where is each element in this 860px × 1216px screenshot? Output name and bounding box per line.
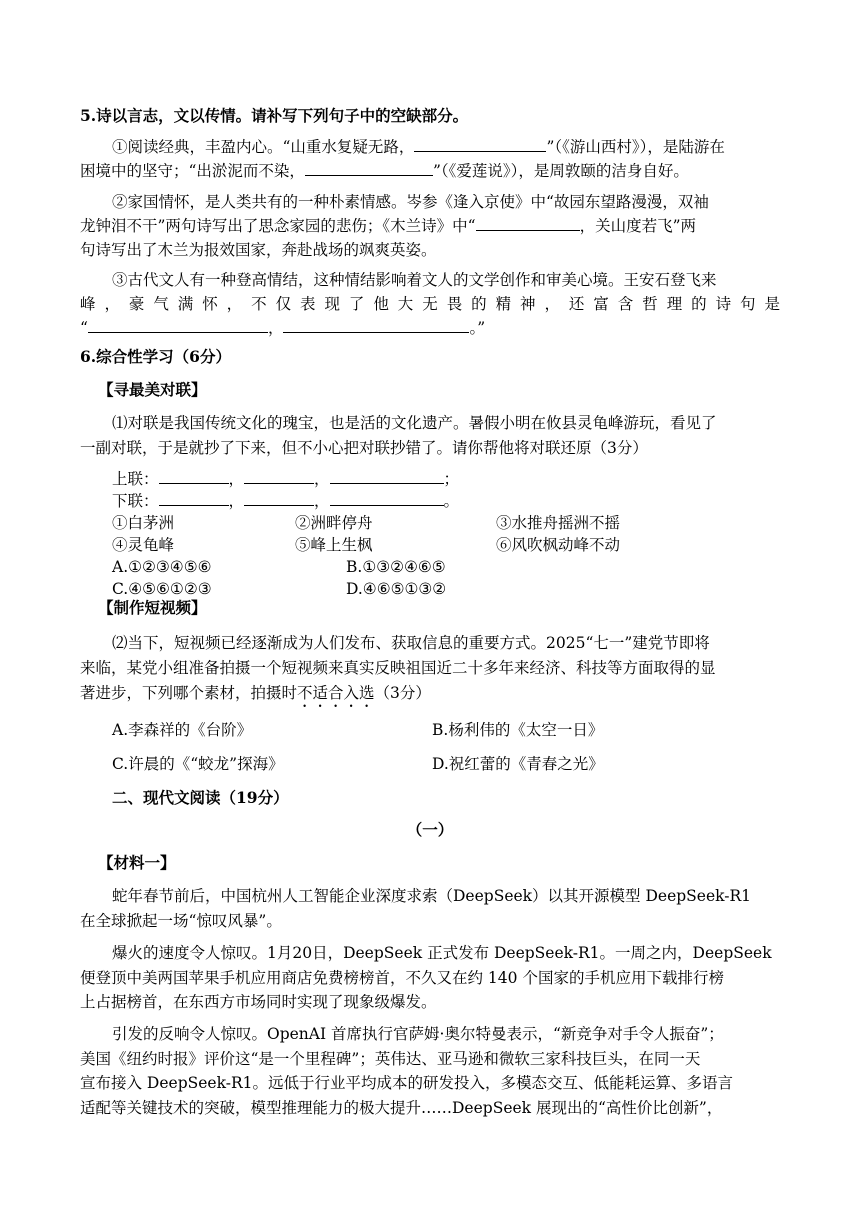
para-b-line2: 便登顶中美两国苹果手机应用商店免费榜榜首，不久又在约 140 个国家的手机应用下载排行榜 bbox=[80, 969, 724, 987]
text: ①阅读经典，丰盈内心。“山重水复疑无路， bbox=[112, 138, 415, 156]
lower-couplet-line bbox=[112, 489, 812, 513]
text: （3分） bbox=[374, 684, 431, 702]
para-b-line3: 上占据榜首，在东西方市场同时实现了现象级爆发。 bbox=[80, 993, 437, 1011]
blank-lower-2[interactable] bbox=[244, 490, 314, 506]
text: ， bbox=[314, 492, 330, 510]
text: ； bbox=[443, 470, 460, 488]
para-a-line1: 蛇年春节前后，中国杭州人工智能企业深度求索（DeepSeek）以其开源模型 DeepSeek-R1 bbox=[112, 887, 752, 905]
question-5-title: 5.诗以言志，文以传情。请补写下列句子中的空缺部分。 bbox=[80, 106, 469, 125]
option-c[interactable]: C.许晨的《“蛟龙”探海》 bbox=[112, 755, 284, 773]
upper-couplet-line bbox=[112, 467, 812, 491]
couplet-item-2: ②洲畔停舟 bbox=[295, 514, 373, 532]
para-c-line2: 美国《纽约时报》评价这“是一个里程碑”；英伟达、亚马逊和微软三家科技巨头，在同一天 bbox=[80, 1050, 701, 1068]
text: 龙钟泪不干”两句诗写出了思念家园的悲伤；《木兰诗》中“ bbox=[80, 217, 476, 235]
text: 。” bbox=[469, 319, 486, 337]
q5-item3-line2: 峰，豪气满怀，不仅表现了他大无畏的精神，还富含哲理的诗句是 bbox=[80, 295, 780, 313]
couplet-item-4: ④灵龟峰 bbox=[112, 536, 175, 554]
text: 困境中的坚守；“出淤泥而不染， bbox=[80, 162, 305, 180]
blank-2[interactable] bbox=[305, 160, 433, 176]
couplet-item-5: ⑤峰上生枫 bbox=[295, 536, 373, 554]
blank-1[interactable] bbox=[414, 136, 546, 152]
q5-item1-line2 bbox=[80, 159, 780, 183]
text: ， bbox=[267, 319, 284, 337]
blank-upper-1[interactable] bbox=[159, 468, 229, 484]
para-a-line2: 在全球掀起一场“惊叹风暴”。 bbox=[80, 912, 282, 930]
couplet-item-3: ③水推舟摇洲不摇 bbox=[496, 514, 621, 532]
section-number: （一） bbox=[406, 820, 454, 839]
option-d[interactable]: D.祝红蕾的《青春之光》 bbox=[432, 755, 604, 773]
option-a[interactable]: A.李森祥的《台阶》 bbox=[112, 721, 253, 739]
emphasized-text: 不适合入选 bbox=[297, 684, 375, 702]
text: 著进步，下列哪个素材，拍摄时 bbox=[80, 684, 298, 702]
label: 下联： bbox=[112, 492, 159, 510]
text: ， bbox=[314, 470, 330, 488]
material-1-heading: 【材料一】 bbox=[98, 853, 176, 872]
choice-a[interactable]: A.①②③④⑤⑥ bbox=[112, 558, 212, 576]
para-b-line1: 爆火的速度令人惊叹。1月20日，DeepSeek 正式发布 DeepSeek-R1。一周之内，DeepSeek bbox=[112, 944, 772, 962]
option-b[interactable]: B.杨利伟的《太空一日》 bbox=[432, 721, 604, 739]
q5-item3-line1: ③古代文人有一种登高情结，这种情结影响着文人的文学创作和审美心境。王安石登飞来 bbox=[112, 271, 717, 289]
section-video-heading: 【制作短视频】 bbox=[98, 598, 207, 617]
blank-5[interactable] bbox=[283, 317, 469, 333]
text: 。 bbox=[443, 492, 460, 510]
text: ， bbox=[228, 470, 245, 488]
part-2-heading: 二、现代文阅读（19分） bbox=[112, 788, 289, 807]
couplet-item-1: ①白茅洲 bbox=[112, 514, 175, 532]
blank-lower-3[interactable] bbox=[330, 490, 444, 506]
choice-c[interactable]: C.④⑤⑥①②③ bbox=[112, 580, 212, 598]
q5-item2-line2 bbox=[80, 214, 780, 238]
q5-item3-line3 bbox=[80, 316, 780, 340]
para-c-line1: 引发的反响令人惊叹。OpenAI 首席执行官萨姆·奥尔特曼表示，“新竞争对手令人振奋”； bbox=[112, 1025, 724, 1043]
blank-upper-2[interactable] bbox=[244, 468, 314, 484]
blank-4[interactable] bbox=[88, 317, 268, 333]
choice-b[interactable]: B.①③②④⑥⑤ bbox=[346, 558, 446, 576]
text: ，关山度若飞”两 bbox=[579, 217, 697, 235]
para-c-line3: 宣布接入 DeepSeek-R1。远低于行业平均成本的研发投入，多模态交互、低能耗运算、多语言 bbox=[80, 1074, 733, 1092]
q5-item2-line3: 句诗写出了木兰为报效国家，奔赴战场的飒爽英姿。 bbox=[80, 241, 437, 259]
section-couplet-heading: 【寻最美对联】 bbox=[98, 380, 207, 399]
blank-lower-1[interactable] bbox=[159, 490, 229, 506]
label: 上联： bbox=[112, 470, 159, 488]
blank-upper-3[interactable] bbox=[330, 468, 444, 484]
text: ”（《爱莲说》），是周敦颐的洁身自好。 bbox=[432, 162, 689, 180]
question-6-title: 6.综合性学习（6分） bbox=[80, 347, 231, 366]
q5-item2-line1: ②家国情怀，是人类共有的一种朴素情感。岑参《逢入京使》中“故园东望路漫漫，双袖 bbox=[112, 193, 709, 211]
q5-item1-line1 bbox=[112, 135, 780, 159]
text: ， bbox=[228, 492, 245, 510]
text: “ bbox=[80, 319, 88, 337]
q6-part2-line2: 来临，某党小组准备拍摄一个短视频来真实反映祖国近二十多年来经济、科技等方面取得的显 bbox=[80, 659, 716, 677]
couplet-item-6: ⑥风吹枫动峰不动 bbox=[496, 536, 621, 554]
q6-part2-line3 bbox=[80, 681, 780, 711]
text: ”（《游山西村》），是陆游在 bbox=[546, 138, 725, 156]
q6-part1-line1: ⑴对联是我国传统文化的瑰宝，也是活的文化遗产。暑假小明在攸县灵龟峰游玩，看见了 bbox=[112, 414, 717, 432]
choice-d[interactable]: D.④⑥⑤①③② bbox=[346, 580, 447, 598]
blank-3[interactable] bbox=[476, 215, 580, 231]
para-c-line4: 适配等关键技术的突破，模型推理能力的极大提升……DeepSeek 展现出的“高性价比创新”， bbox=[80, 1099, 723, 1117]
q6-part2-line1: ⑵当下，短视频已经逐渐成为人们发布、获取信息的重要方式。2025“七一”建党节即将 bbox=[112, 634, 710, 652]
q6-part1-line2: 一副对联，于是就抄了下来，但不小心把对联抄错了。请你帮他将对联还原（3分） bbox=[80, 439, 648, 457]
